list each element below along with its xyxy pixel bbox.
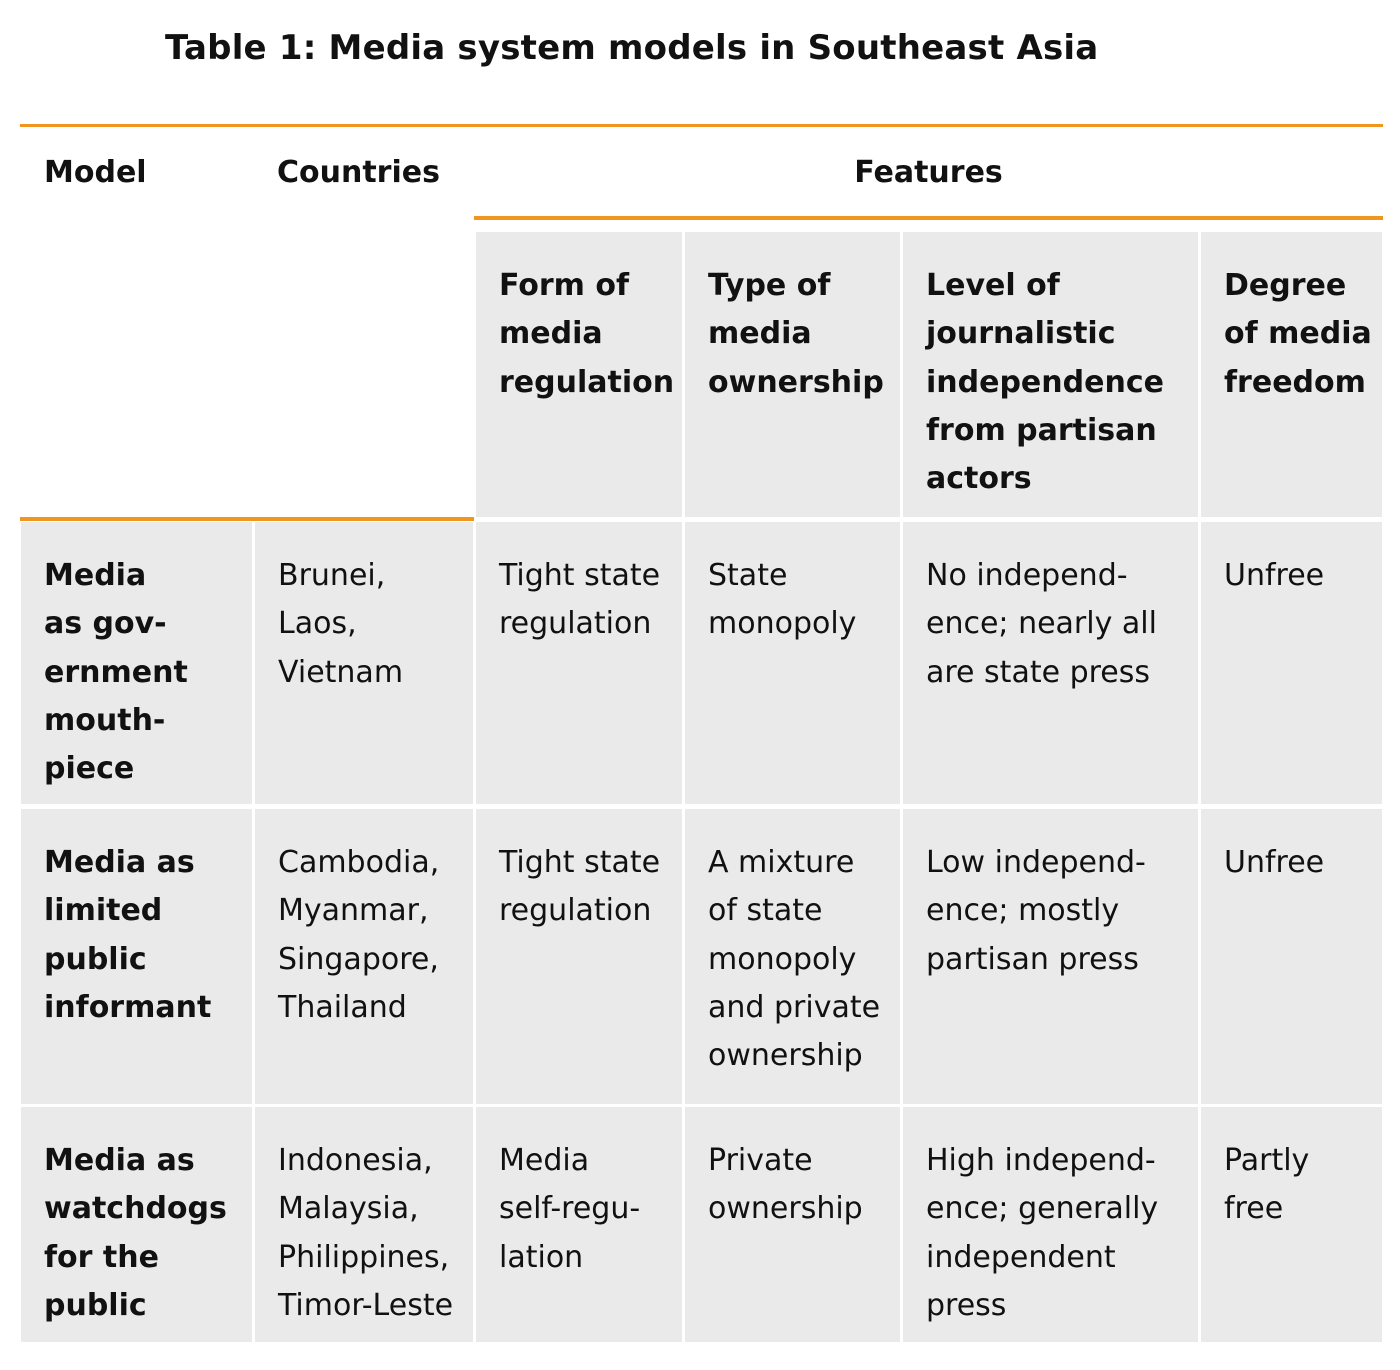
- cell-independence-line: partisan press: [926, 941, 1139, 977]
- cell-countries: [255, 1107, 473, 1342]
- cell-ownership-line: A mixture: [708, 845, 855, 880]
- cell-model-line: piece: [44, 751, 135, 787]
- cell-model-line: as gov-: [44, 606, 167, 642]
- cell-ownership-line: State: [708, 558, 788, 593]
- header-regulation-line: Form of: [499, 268, 630, 303]
- header-freedom-line: of media: [1224, 316, 1372, 352]
- header-features: Features: [854, 155, 1003, 190]
- cell-countries-line: Myanmar,: [278, 893, 429, 929]
- features-rule: [474, 216, 1383, 220]
- cell-model-line: informant: [44, 989, 212, 1025]
- cell-model: [21, 1107, 252, 1342]
- cell-independence-line: High independ-: [926, 1143, 1156, 1178]
- cell-countries-line: Malaysia,: [278, 1191, 419, 1227]
- cell-model-line: watchdogs: [44, 1191, 227, 1227]
- cell-ownership-line: and private: [708, 989, 881, 1025]
- cell-ownership-line: of state: [708, 893, 823, 929]
- cell-model-line: limited: [44, 893, 163, 929]
- cell-independence-line: are state press: [926, 654, 1151, 690]
- cell-regulation: [476, 1107, 682, 1342]
- cell-freedom-line: Partly: [1224, 1143, 1310, 1178]
- header-independence-line: actors: [926, 461, 1032, 497]
- cell-model-line: Media as: [44, 845, 195, 880]
- header-bottom-rule: [20, 517, 474, 521]
- cell-model-line: public: [44, 941, 147, 977]
- header-independence-line: Level of: [926, 268, 1060, 303]
- header-model: Model: [44, 155, 147, 190]
- cell-ownership-line: monopoly: [708, 606, 857, 642]
- cell-regulation-line: self-regu-: [499, 1191, 641, 1227]
- cell-independence-line: press: [926, 1287, 1007, 1323]
- cell-freedom-line: Unfree: [1224, 845, 1325, 880]
- header-regulation-line: regulation: [499, 364, 675, 400]
- cell-independence-line: Low independ-: [926, 845, 1146, 880]
- cell-regulation: [476, 522, 682, 804]
- header-ownership-line: Type of: [708, 268, 831, 303]
- cell-freedom-line: Unfree: [1224, 558, 1325, 593]
- cell-ownership: [685, 1107, 900, 1342]
- header-independence-line: independence: [926, 364, 1164, 400]
- cell-regulation-line: regulation: [499, 893, 652, 929]
- cell-regulation-line: lation: [499, 1239, 584, 1275]
- header-freedom: [1201, 232, 1382, 517]
- cell-regulation-line: regulation: [499, 606, 652, 642]
- cell-independence-line: ence; nearly all: [926, 606, 1157, 642]
- header-freedom-line: freedom: [1224, 364, 1366, 400]
- cell-model: [21, 809, 252, 1104]
- cell-model-line: Media as: [44, 1143, 195, 1178]
- cell-independence: [903, 1107, 1198, 1342]
- cell-independence-line: No independ-: [926, 558, 1128, 593]
- cell-countries-line: Timor-Leste: [278, 1287, 454, 1323]
- cell-independence-line: ence; generally: [926, 1191, 1159, 1227]
- cell-model: [21, 522, 252, 804]
- cell-freedom-line: free: [1224, 1191, 1284, 1227]
- cell-model-line: mouth-: [44, 702, 166, 738]
- cell-countries: [255, 522, 473, 804]
- cell-regulation: [476, 809, 682, 1104]
- cell-countries-line: Philippines,: [278, 1239, 450, 1275]
- cell-countries-line: Laos,: [278, 606, 357, 642]
- header-independence-line: journalistic: [926, 316, 1116, 352]
- header-ownership-line: media: [708, 316, 812, 352]
- header-countries: Countries: [277, 155, 440, 190]
- cell-regulation-line: Media: [499, 1143, 590, 1178]
- cell-regulation-line: Tight state: [499, 845, 661, 880]
- header-regulation-line: media: [499, 316, 603, 352]
- cell-freedom: [1201, 1107, 1382, 1342]
- cell-countries-line: Indonesia,: [278, 1143, 433, 1178]
- header-freedom-line: Degree: [1224, 268, 1347, 303]
- cell-freedom: [1201, 809, 1382, 1104]
- cell-model-line: for the: [44, 1239, 159, 1275]
- cell-countries-line: Thailand: [278, 989, 407, 1025]
- cell-independence: [903, 522, 1198, 804]
- cell-ownership-line: monopoly: [708, 941, 857, 977]
- header-independence: [903, 232, 1198, 517]
- top-rule: [20, 124, 1383, 127]
- header-independence-line: from partisan: [926, 412, 1157, 448]
- header-ownership-line: ownership: [708, 364, 884, 400]
- cell-model-line: public: [44, 1287, 147, 1323]
- cell-countries: [255, 809, 473, 1104]
- cell-regulation-line: Tight state: [499, 558, 661, 593]
- cell-independence-line: independent: [926, 1239, 1116, 1275]
- table-title: Table 1: Media system models in Southeast Asia: [165, 28, 1099, 68]
- cell-countries-line: Brunei,: [278, 558, 386, 593]
- cell-freedom: [1201, 522, 1382, 804]
- cell-ownership: [685, 809, 900, 1104]
- header-ownership: [685, 232, 900, 517]
- cell-ownership-line: ownership: [708, 1191, 863, 1227]
- cell-countries-line: Cambodia,: [278, 845, 440, 880]
- cell-countries-line: Vietnam: [278, 654, 404, 690]
- cell-model-line: Media: [44, 558, 147, 593]
- cell-ownership: [685, 522, 900, 804]
- cell-ownership-line: Private: [708, 1143, 813, 1178]
- cell-countries-line: Singapore,: [278, 941, 439, 977]
- header-regulation: [476, 232, 682, 517]
- cell-model-line: ernment: [44, 654, 188, 690]
- cell-ownership-line: ownership: [708, 1038, 863, 1074]
- cell-independence-line: ence; mostly: [926, 893, 1120, 929]
- cell-independence: [903, 809, 1198, 1104]
